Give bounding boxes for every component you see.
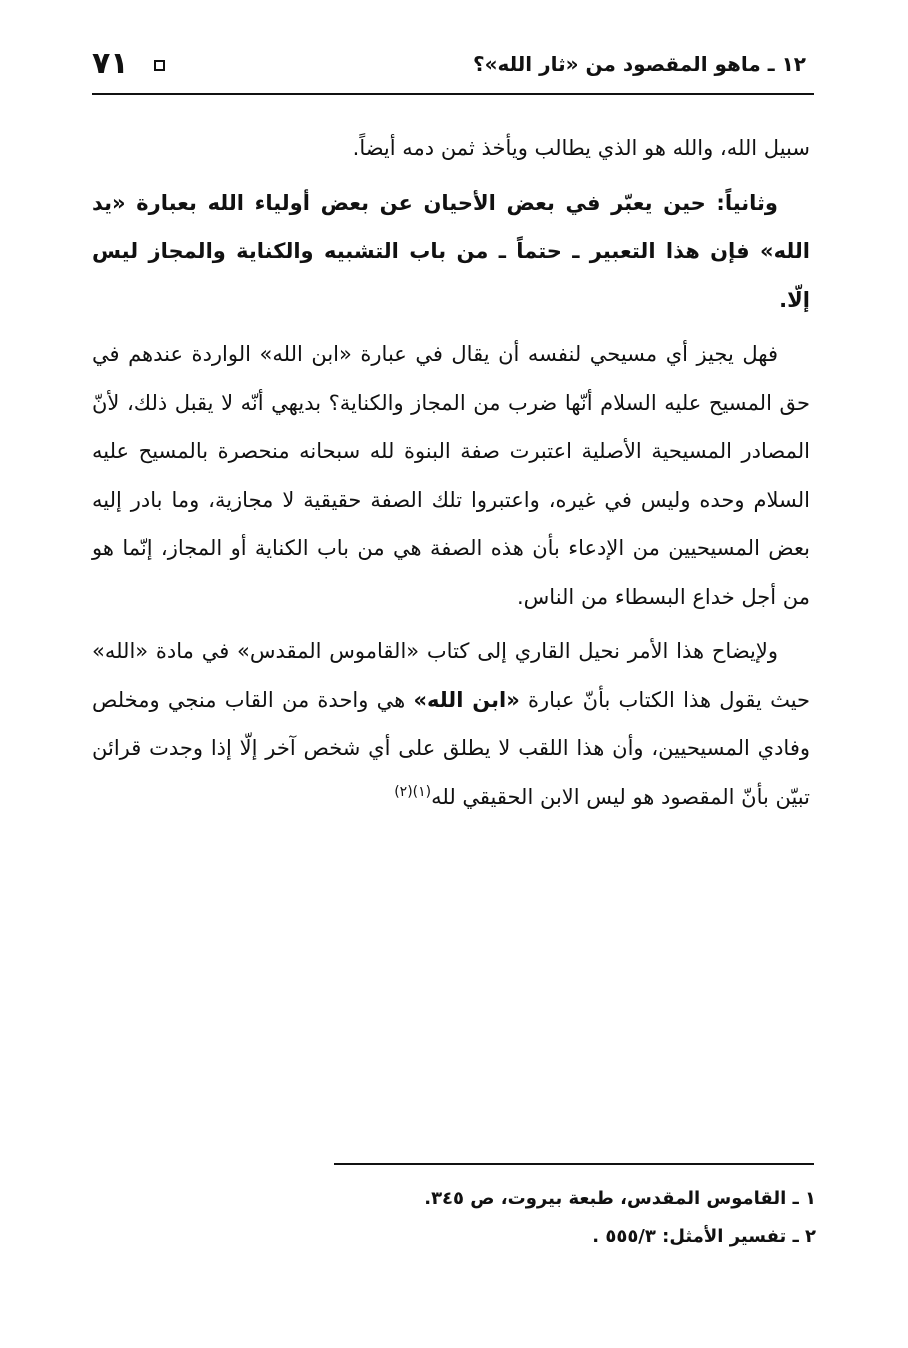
footnote-2: ٢ ـ تفسير الأمثل: ٥٥٥/٣ .: [592, 1226, 816, 1247]
running-header: [92, 44, 812, 90]
footnote-ref-2[interactable]: (٢): [394, 783, 413, 800]
paragraph-4-quote: «ابن الله»: [413, 687, 520, 712]
paragraph-4-text-a: ولإيضاح هذا الأمر نحيل القاري إلى كتاب «القاموس المقدس» في مادة «الله» حيث يقول هذا الكتاب بأنّ عبارة: [92, 639, 811, 712]
paragraph-2: [92, 179, 810, 325]
footnote-ref-1[interactable]: (١): [412, 783, 432, 800]
paragraph-2-text-a: وثانياً: حين يعبّر في بعض الأحيان عن بعض أولياء الله بعبارة: [125, 190, 778, 215]
paragraph-2-quote: «يد الله»: [92, 190, 810, 263]
footnote-divider: [334, 1163, 814, 1165]
paragraph-2-text-b: فإن هذا التعبير ـ حتماً ـ من باب التشبيه والكناية والمجاز ليس إلّا.: [92, 239, 810, 312]
header-divider: [92, 93, 814, 95]
paragraph-4: [92, 627, 810, 821]
header-title: ١٢ ـ ماهو المقصود من «ثار الله»؟: [472, 52, 806, 76]
paragraph-3: فهل يجيز أي مسيحي لنفسه أن يقال في عبارة «ابن الله» الواردة عندهم في حق المسيح عليه السلام أنّها ضرب من المجاز والكناية؟ بديهي أنّه لا يقبل ذلك، لأنّ المصادر المسيحية الأصلية اعتبرت صفة البنوة لله سبحانه منحصرة بالمسيح عليه السلام وحده وليس في غيره، واعتبروا تلك الصفة حقيقية لا مجازية، وما بادر إليه بعض المسيحيين من الإدعاء بأن هذه الصفة هي من باب الكناية أو المجاز، إنّما هو من أجل خداع البسطاء من الناس.: [92, 342, 810, 609]
page-number: ٧١: [92, 46, 129, 81]
footnotes: [334, 1180, 816, 1256]
square-ornament-icon: [154, 60, 165, 71]
body-text: [92, 124, 810, 821]
footnote-1: ١ ـ القاموس المقدس، طبعة بيروت، ص ٣٤٥.: [424, 1188, 816, 1209]
paragraph-4-text-b: هي واحدة من القاب منجي ومخلص وفادي المسيحيين، وأن هذا اللقب لا يطلق على أي شخص آخر إلّا إذا وجدت قرائن تبيّن بأنّ المقصود هو ليس الابن الحقيقي لله: [92, 687, 810, 809]
paragraph-1: سبيل الله، والله هو الذي يطالب ويأخذ ثمن دمه أيضاً.: [352, 136, 810, 160]
